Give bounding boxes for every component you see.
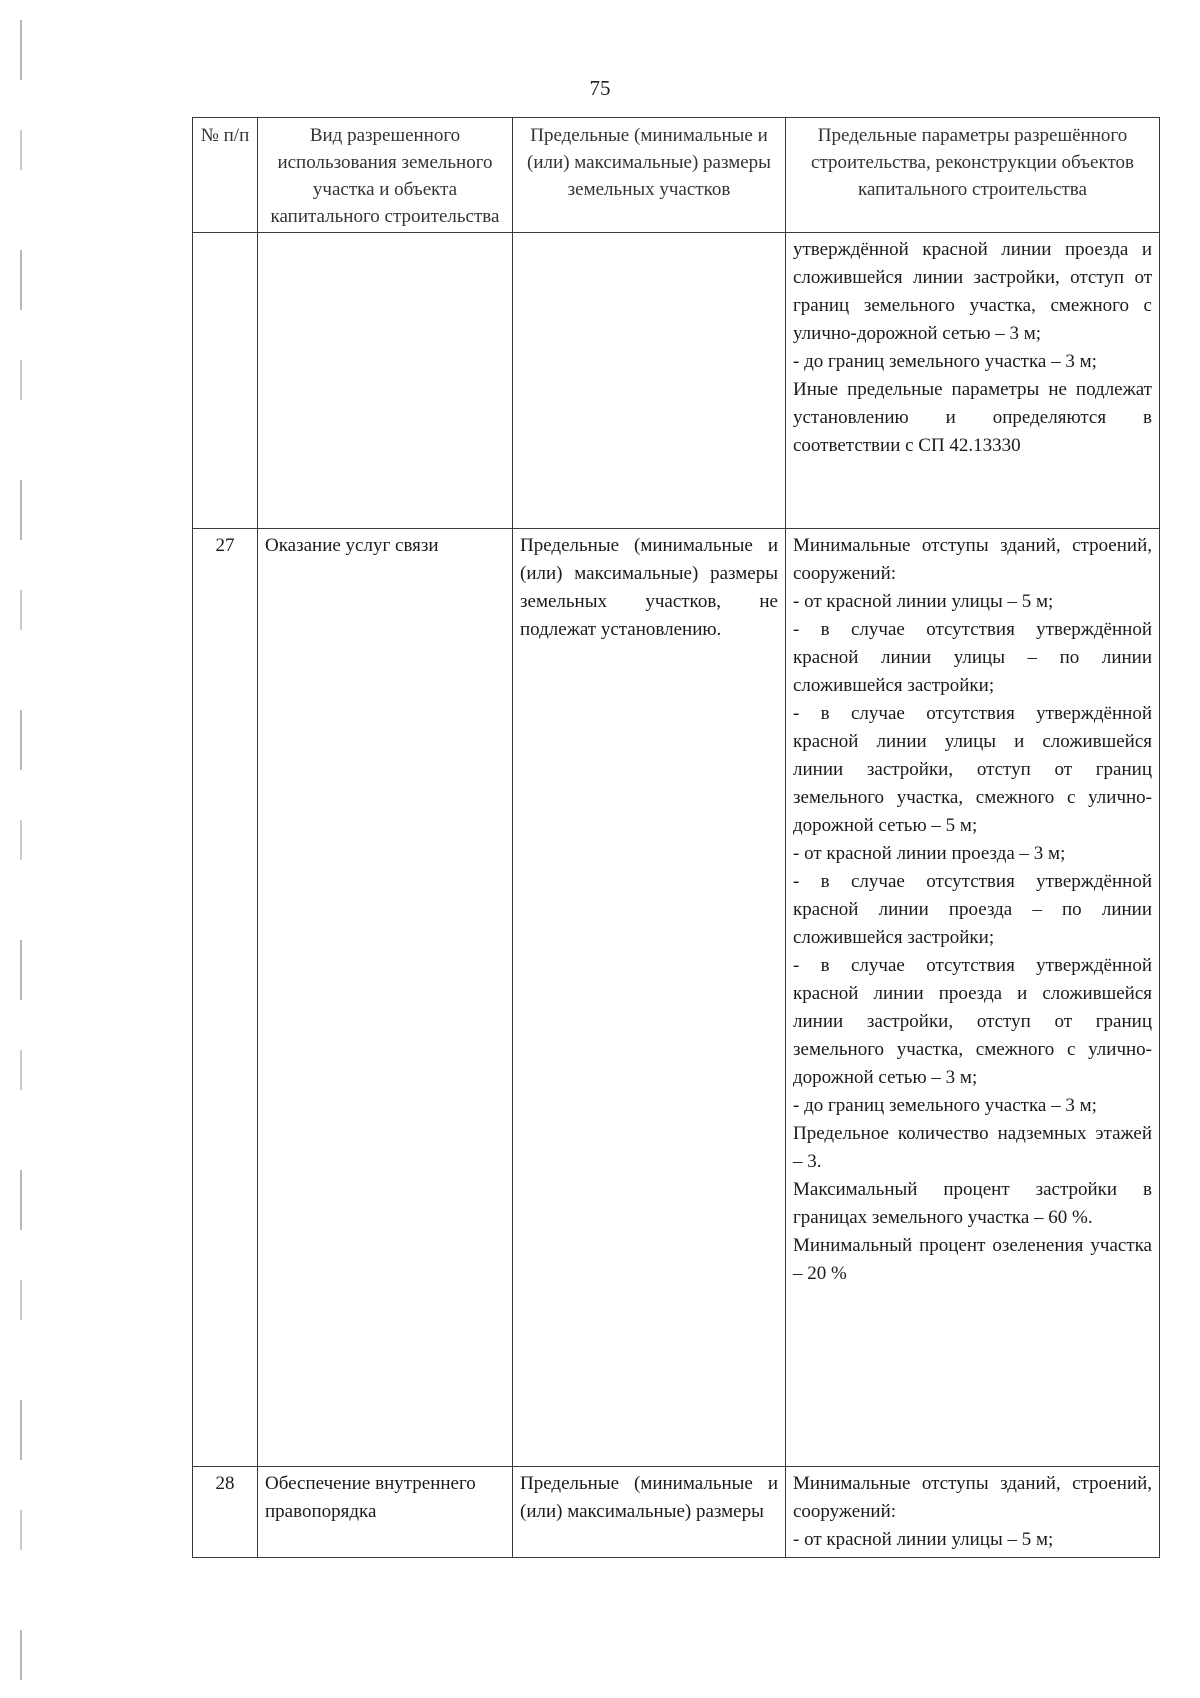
- cell-plot-sizes: Предельные (минимальные и (или) максимальные) размеры земельных участков, не подлежат установлению.: [513, 529, 786, 1467]
- cell-permitted-use: Оказание услуг связи: [258, 529, 513, 1467]
- param-text: Минимальный процент озеленения участка – 20 %: [793, 1235, 1152, 1284]
- cell-construction-params: [786, 529, 1160, 1467]
- cell-permitted-use: Обеспечение внутреннего правопорядка: [258, 1467, 513, 1558]
- param-text: - от красной линии улицы – 5 м;: [793, 1529, 1054, 1550]
- regulations-table: [192, 117, 1160, 1558]
- param-text: - в случае отсутствия утверждённой красной линии проезда и сложившейся линии застройки, отступ от границ земельного участка, смежного с улично-дорожной сетью – 3 м;: [793, 955, 1152, 1088]
- param-text: Минимальные отступы зданий, строений, сооружений:: [793, 1473, 1152, 1522]
- table-row-continuation: [193, 233, 1160, 529]
- header-plot-sizes: Предельные (минимальные и (или) максимальные) размеры земельных участков: [513, 118, 786, 233]
- cell-number: [193, 233, 258, 529]
- table-header-row: [193, 118, 1160, 233]
- page-number: 75: [589, 76, 611, 100]
- header-construction-params: Предельные параметры разрешённого строительства, реконструкции объектов капитального строительства: [786, 118, 1160, 233]
- param-text: - в случае отсутствия утверждённой красной линии улицы и сложившейся линии застройки, отступ от границ земельного участка, смежного с улично-дорожной сетью – 5 м;: [793, 703, 1152, 836]
- param-text: - в случае отсутствия утверждённой красной линии проезда – по линии сложившейся застройки;: [793, 871, 1152, 948]
- param-text: Минимальные отступы зданий, строений, сооружений:: [793, 535, 1152, 584]
- cell-construction-params: [786, 1467, 1160, 1558]
- param-text: утверждённой красной линии проезда и сложившейся линии застройки, отступ от границ земельного участка, смежного с улично-дорожной сетью – 3 м;: [793, 239, 1152, 344]
- cell-plot-sizes: Предельные (минимальные и (или) максимальные) размеры: [513, 1467, 786, 1558]
- param-text: - от красной линии проезда – 3 м;: [793, 843, 1066, 864]
- param-text: Иные предельные параметры не подлежат установлению и определяются в соответствии с СП 42.13330: [793, 379, 1152, 456]
- cell-permitted-use: [258, 233, 513, 529]
- param-text: - до границ земельного участка – 3 м;: [793, 351, 1097, 372]
- table-row-28: [193, 1467, 1160, 1558]
- cell-plot-sizes: [513, 233, 786, 529]
- cell-number: 27: [193, 529, 258, 1467]
- param-text: Максимальный процент застройки в границах земельного участка – 60 %.: [793, 1179, 1152, 1228]
- table-row-27: [193, 529, 1160, 1467]
- scan-edge-mark: [20, 20, 22, 1680]
- cell-construction-params: [786, 233, 1160, 529]
- param-text: - до границ земельного участка – 3 м;: [793, 1095, 1097, 1116]
- param-text: - от красной линии улицы – 5 м;: [793, 591, 1054, 612]
- cell-number: 28: [193, 1467, 258, 1558]
- param-text: Предельное количество надземных этажей – 3.: [793, 1123, 1152, 1172]
- header-permitted-use: Вид разрешенного использования земельного участка и объекта капитального строительства: [258, 118, 513, 233]
- param-text: - в случае отсутствия утверждённой красной линии улицы – по линии сложившейся застройки;: [793, 619, 1152, 696]
- header-number: № п/п: [193, 118, 258, 233]
